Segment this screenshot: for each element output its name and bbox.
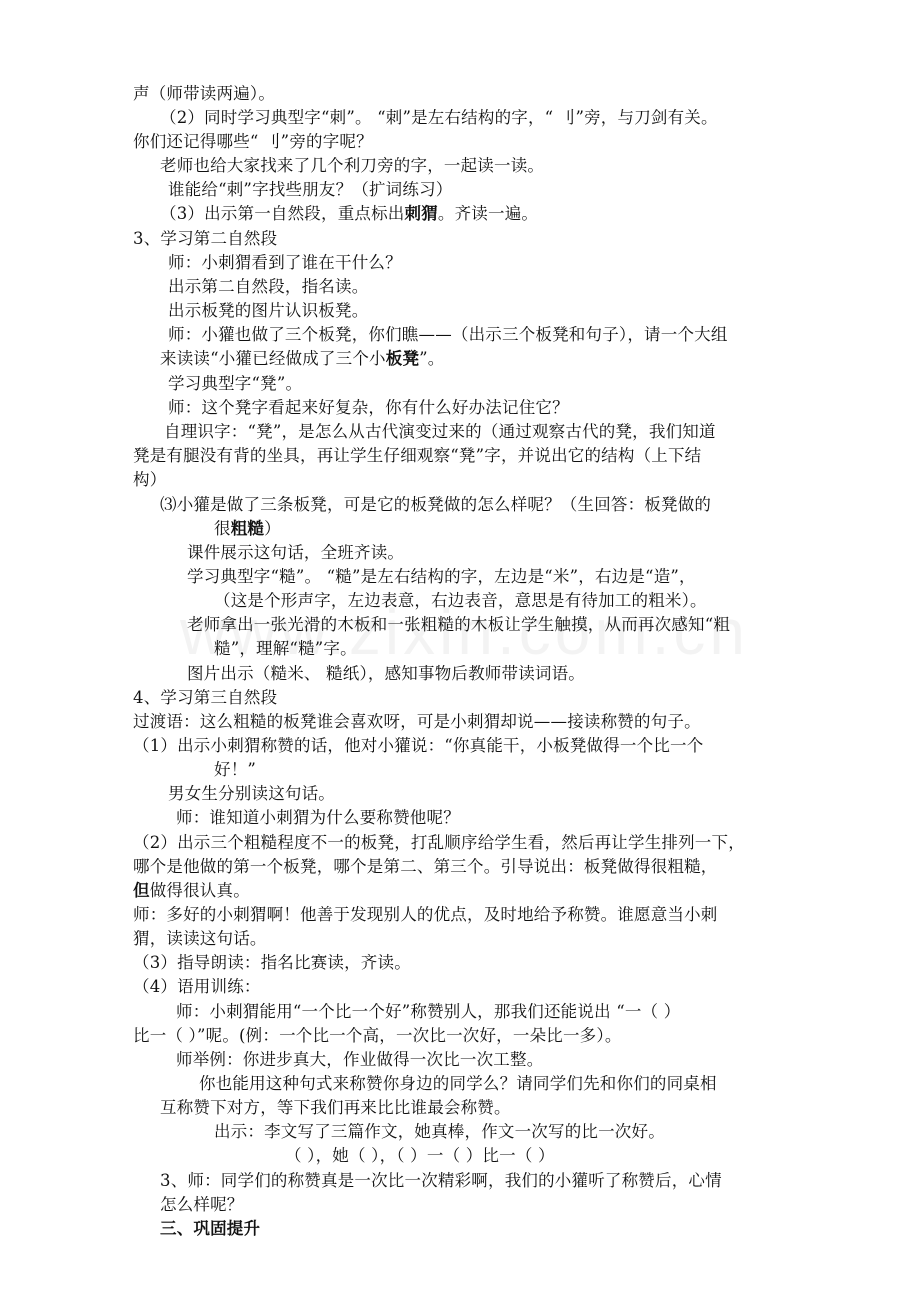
- text-line: 怎么样呢？: [160, 1195, 244, 1214]
- text-segment: （3）出示第一自然段，重点标出: [160, 204, 405, 223]
- text-line: （2）出示三个粗糙程度不一的板凳，打乱顺序给学生看，然后再让学生排列一下，: [133, 833, 745, 852]
- bold-term: 粗糙: [230, 519, 265, 538]
- text-line: 声（师带读两遍）。: [133, 84, 276, 103]
- text-line: 学习典型字“糙”。 “糙”是左右结构的字，左边是“米”，右边是“造”，: [187, 567, 696, 586]
- text-line: 图片出示（糙米、 糙纸），感知事物后教师带读词语。: [187, 664, 585, 683]
- text-line: 猬，读读这句话。: [133, 929, 267, 948]
- text-line: 出示：李文写了三篇作文，她真棒，作文一次写的比一次好。: [214, 1122, 665, 1141]
- section-heading: 3、学习第二自然段: [133, 229, 278, 248]
- text-segment: ）: [264, 519, 281, 538]
- text-line: 师：这个凳字看起来好复杂，你有什么好办法记住它？: [168, 398, 569, 417]
- text-line: 你们还记得哪些“ 刂”旁的字呢？: [133, 132, 373, 151]
- text-line: 出示板凳的图片认识板凳。: [168, 301, 369, 320]
- text-line: [133, 881, 250, 901]
- text-line: [214, 519, 281, 539]
- text-segment: ”。: [419, 349, 445, 368]
- bold-term: 刺猬: [404, 204, 438, 223]
- text-line: 师：小刺猬能用“一个比一个好”称赞别人，那我们还能说出 “一（ ）: [176, 1002, 681, 1021]
- text-line: 好！”: [214, 760, 257, 779]
- text-line: 师：多好的小刺猬啊！他善于发现别人的优点，及时地给予称赞。谁愿意当小刺: [133, 905, 718, 924]
- text-segment: 。齐读一遍。: [437, 204, 539, 223]
- bold-term: 三、巩固提升: [160, 1219, 261, 1238]
- text-line: （4）语用训练：: [133, 977, 261, 996]
- text-line: 师：谁知道小刺猬为什么要称赞他呢？: [176, 808, 460, 827]
- text-line: [160, 349, 445, 369]
- text-line: 老师也给大家找来了几个利刀旁的字，一起读一读。: [160, 156, 545, 175]
- text-line: 你也能用这种句式来称赞你身边的同学么？请同学们先和你们的同桌相: [199, 1074, 717, 1093]
- text-line: （1）出示小刺猬称赞的话，他对小獾说：“你真能干，小板凳做得一个比一个: [133, 736, 704, 755]
- text-segment: 做得很认真。: [149, 881, 250, 900]
- text-line: 过渡语：这么粗糙的板凳谁会喜欢呀，可是小刺猬却说——接读称赞的句子。: [133, 712, 701, 731]
- text-line: 自理识字：“凳”，是怎么从古代演变过来的（通过观察古代的凳，我们知道: [164, 422, 716, 441]
- text-line: 师举例：你进步真大，作业做得一次比一次工整。: [176, 1050, 544, 1069]
- text-line: 凳是有腿没有背的坐具，再让学生仔细观察“凳”字，并说出它的结构（上下结: [133, 446, 702, 465]
- text-line: 师：小獾也做了三个板凳，你们瞧——（出示三个板凳和句子），请一个大组: [168, 325, 728, 344]
- text-line: （2）同时学习典型字“刺”。 “刺”是左右结构的字，“ 刂”旁，与刀剑有关。: [160, 108, 718, 127]
- text-line: 构）: [133, 470, 167, 489]
- section-heading: 4、学习第三自然段: [133, 688, 278, 707]
- text-line: 老师拿出一张光滑的木板和一张粗糙的木板让学生触摸，从而再次感知“粗: [187, 615, 731, 634]
- text-line: 互称赞下对方，等下我们再来比比谁最会称赞。: [160, 1098, 511, 1117]
- bold-term: 但: [133, 881, 150, 900]
- text-line: 学习典型字“凳”。: [168, 374, 303, 393]
- text-line: （ ），她（ ），（ ）一（ ）比一（ ）: [285, 1146, 555, 1165]
- text-segment: 很: [214, 519, 231, 538]
- text-line: （这是个形声字，左边表意，右边表音，意思是有待加工的粗米）。: [214, 591, 707, 610]
- text-line: [160, 204, 538, 224]
- text-line: 出示第二自然段，指名读。: [168, 277, 369, 296]
- text-line: 课件展示这句话，全班齐读。: [187, 543, 405, 562]
- text-line: 比一（ ）”呢。(例：一个比一个高，一次比一次好，一朵比一多）。: [133, 1026, 622, 1045]
- section-heading: [160, 1219, 260, 1239]
- bold-term: 板凳: [385, 349, 420, 368]
- text-line: 师：小刺猬看到了谁在干什么？: [168, 253, 402, 272]
- text-line: （3）指导朗读：指名比赛读，齐读。: [133, 953, 411, 972]
- text-line: 男女生分别读这句话。: [168, 784, 335, 803]
- text-line: 糙”，理解“糙”字。: [214, 639, 357, 658]
- text-line: 哪个是他做的第一个板凳，哪个是第二、第三个。引导说出：板凳做得很粗糙，: [133, 857, 718, 876]
- text-line: ⑶小獾是做了三条板凳，可是它的板凳做的怎么样呢？（生回答：板凳做的: [160, 495, 712, 514]
- text-segment: 来读读“小獾已经做成了三个小: [160, 349, 386, 368]
- text-line: 谁能给“刺”字找些朋友？（扩词练习）: [168, 180, 453, 199]
- text-line: 3、师：同学们的称赞真是一次比一次精彩啊，我们的小獾听了称赞后，心情: [160, 1171, 722, 1190]
